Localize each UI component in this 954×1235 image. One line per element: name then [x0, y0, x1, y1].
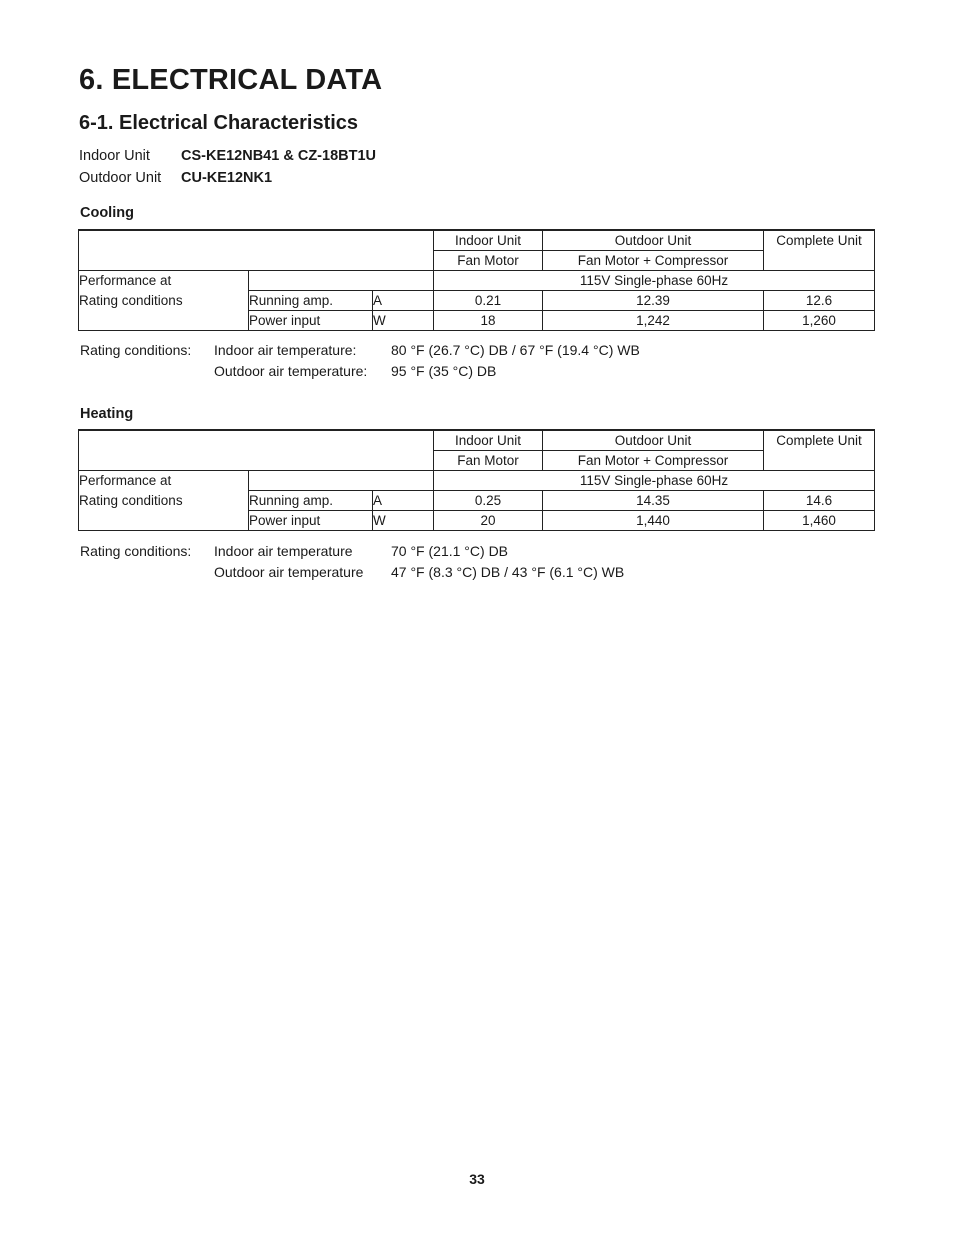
rating-conditions-label: Rating conditions: [79, 293, 183, 308]
note-head: Rating conditions:: [80, 342, 192, 358]
page-number: 33: [469, 1171, 485, 1187]
indoor-unit-model: CS-KE12NB41 & CZ-18BT1U: [181, 148, 376, 164]
running-amp-unit: A: [373, 491, 434, 511]
header-indoor-fan-motor: Fan Motor: [434, 451, 543, 471]
rating-conditions-label: Rating conditions: [79, 493, 183, 508]
table-row: [79, 430, 875, 451]
outdoor-unit-row: [79, 167, 376, 189]
performance-at-label: Performance at: [79, 473, 172, 488]
outdoor-air-temp-value: 47 °F (8.3 °C) DB / 43 °F (6.1 °C) WB: [391, 564, 625, 580]
power-input-indoor: 20: [434, 511, 543, 531]
table-row: [79, 471, 875, 491]
cooling-title: Cooling: [80, 205, 134, 221]
header-complete-unit: Complete Unit: [764, 230, 875, 271]
header-outdoor-fan-compressor: Fan Motor + Compressor: [543, 251, 764, 271]
outdoor-air-temp-value: 95 °F (35 °C) DB: [391, 363, 497, 379]
power-supply-value: 115V Single-phase 60Hz: [434, 471, 875, 491]
indoor-unit-label: Indoor Unit: [79, 148, 150, 164]
running-amp-label: Running amp.: [249, 291, 373, 311]
header-indoor-unit: Indoor Unit: [434, 430, 543, 451]
note-row: [80, 361, 640, 382]
unit-info: [79, 145, 376, 189]
performance-at-label: Performance at: [79, 273, 172, 288]
header-outdoor-unit: Outdoor Unit: [543, 430, 764, 451]
indoor-air-temp-value: 80 °F (26.7 °C) DB / 67 °F (19.4 °C) WB: [391, 342, 640, 358]
header-complete-unit: Complete Unit: [764, 430, 875, 471]
running-amp-complete: 12.6: [764, 291, 875, 311]
cooling-table: [78, 229, 875, 331]
running-amp-unit: A: [373, 291, 434, 311]
outdoor-air-temp-label: Outdoor air temperature: [214, 564, 364, 580]
indoor-unit-row: [79, 145, 376, 167]
running-amp-label: Running amp.: [249, 491, 373, 511]
power-input-outdoor: 1,242: [543, 311, 764, 331]
header-outdoor-fan-compressor: Fan Motor + Compressor: [543, 451, 764, 471]
condition-label-cell: [79, 471, 249, 531]
blank-cell: [249, 471, 434, 491]
power-input-label: Power input: [249, 311, 373, 331]
power-input-unit: W: [373, 511, 434, 531]
note-row: [80, 541, 624, 562]
section-title: 6-1. Electrical Characteristics: [79, 112, 359, 134]
heating-table: [78, 429, 875, 531]
power-input-unit: W: [373, 311, 434, 331]
running-amp-indoor: 0.21: [434, 291, 543, 311]
cooling-rating-notes: [80, 340, 640, 382]
power-input-outdoor: 1,440: [543, 511, 764, 531]
indoor-air-temp-value: 70 °F (21.1 °C) DB: [391, 543, 509, 559]
outdoor-unit-label: Outdoor Unit: [79, 170, 162, 186]
power-input-indoor: 18: [434, 311, 543, 331]
note-row: [80, 340, 640, 361]
page-title: 6. ELECTRICAL DATA: [79, 64, 383, 96]
indoor-air-temp-label: Indoor air temperature:: [214, 342, 357, 358]
power-input-complete: 1,260: [764, 311, 875, 331]
header-indoor-fan-motor: Fan Motor: [434, 251, 543, 271]
heating-title: Heating: [80, 406, 134, 422]
running-amp-outdoor: 14.35: [543, 491, 764, 511]
header-blank-cell: [79, 230, 434, 271]
blank-cell: [249, 271, 434, 291]
power-input-complete: 1,460: [764, 511, 875, 531]
indoor-air-temp-label: Indoor air temperature: [214, 543, 353, 559]
header-indoor-unit: Indoor Unit: [434, 230, 543, 251]
table-row: [79, 271, 875, 291]
power-supply-value: 115V Single-phase 60Hz: [434, 271, 875, 291]
running-amp-complete: 14.6: [764, 491, 875, 511]
outdoor-air-temp-label: Outdoor air temperature:: [214, 363, 368, 379]
heating-rating-notes: [80, 541, 624, 583]
header-blank-cell: [79, 430, 434, 471]
note-row: [80, 562, 624, 583]
outdoor-unit-model: CU-KE12NK1: [181, 170, 273, 186]
note-head: Rating conditions:: [80, 543, 192, 559]
condition-label-cell: [79, 271, 249, 331]
running-amp-indoor: 0.25: [434, 491, 543, 511]
table-row: [79, 230, 875, 251]
header-outdoor-unit: Outdoor Unit: [543, 230, 764, 251]
running-amp-outdoor: 12.39: [543, 291, 764, 311]
power-input-label: Power input: [249, 511, 373, 531]
